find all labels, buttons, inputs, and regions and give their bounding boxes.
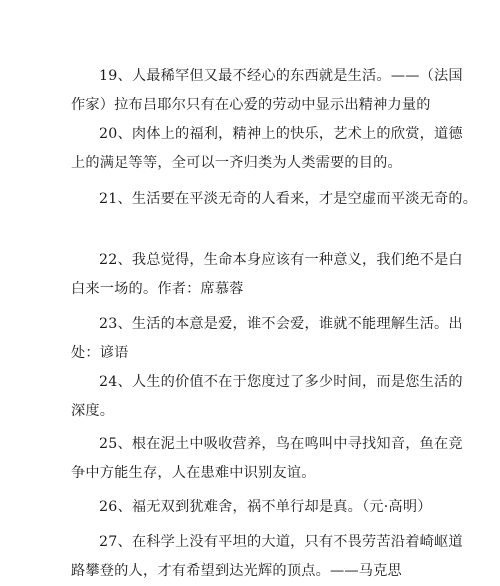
- paragraph-line: 作家）拉布吕耶尔只有在心爱的劳动中显示出精神力量的: [71, 97, 431, 113]
- paragraph-line: 26、福无双到犹难舍，祸不单行却是真。（元·高明）: [99, 499, 432, 515]
- paragraph-line: 白来一场的。作者：席慕蓉: [71, 281, 244, 297]
- paragraph-19: [71, 62, 463, 120]
- paragraph-21: [71, 185, 478, 214]
- paragraph-23: [71, 310, 463, 368]
- paragraph-27: [71, 528, 463, 586]
- paragraph-line: 19、人最稀罕但又最不经心的东西就是生活。——（法国: [99, 68, 463, 84]
- paragraph-line: 21、生活要在平淡无奇的人看来，才是空虚而平淡无奇的。: [99, 191, 478, 207]
- paragraph-line: 23、生活的本意是爱，谁不会爱，谁就不能理解生活。出: [99, 316, 463, 332]
- paragraph-line: 24、人生的价值不在于您度过了多少时间，而是您生活的: [99, 374, 463, 390]
- paragraph-line: 争中方能生存，人在患难中识别友谊。: [71, 465, 316, 481]
- paragraph-line: 上的满足等等，全可以一齐归类为人类需要的目的。: [71, 155, 402, 171]
- paragraph-22: [71, 246, 463, 304]
- paragraph-line: 22、我总觉得，生命本身应该有一种意义，我们绝不是白: [99, 252, 463, 268]
- paragraph-24: [71, 368, 463, 426]
- paragraph-20: [71, 120, 463, 178]
- paragraph-line: 25、根在泥土中吸收营养，鸟在鸣叫中寻找知音，鱼在竞: [99, 436, 463, 452]
- paragraph-line: 深度。: [71, 403, 115, 419]
- paragraph-line: 27、在科学上没有平坦的大道，只有不畏劳苦沿着崎岖道: [99, 534, 463, 550]
- paragraph-line: 20、肉体上的福利，精神上的快乐，艺术上的欣赏，道德: [99, 126, 463, 142]
- paragraph-26: [71, 493, 431, 522]
- paragraph-25: [71, 430, 463, 488]
- paragraph-line: 路攀登的人，才有希望到达光辉的顶点。——马克思: [71, 563, 402, 579]
- paragraph-line: 处：谚语: [71, 345, 129, 361]
